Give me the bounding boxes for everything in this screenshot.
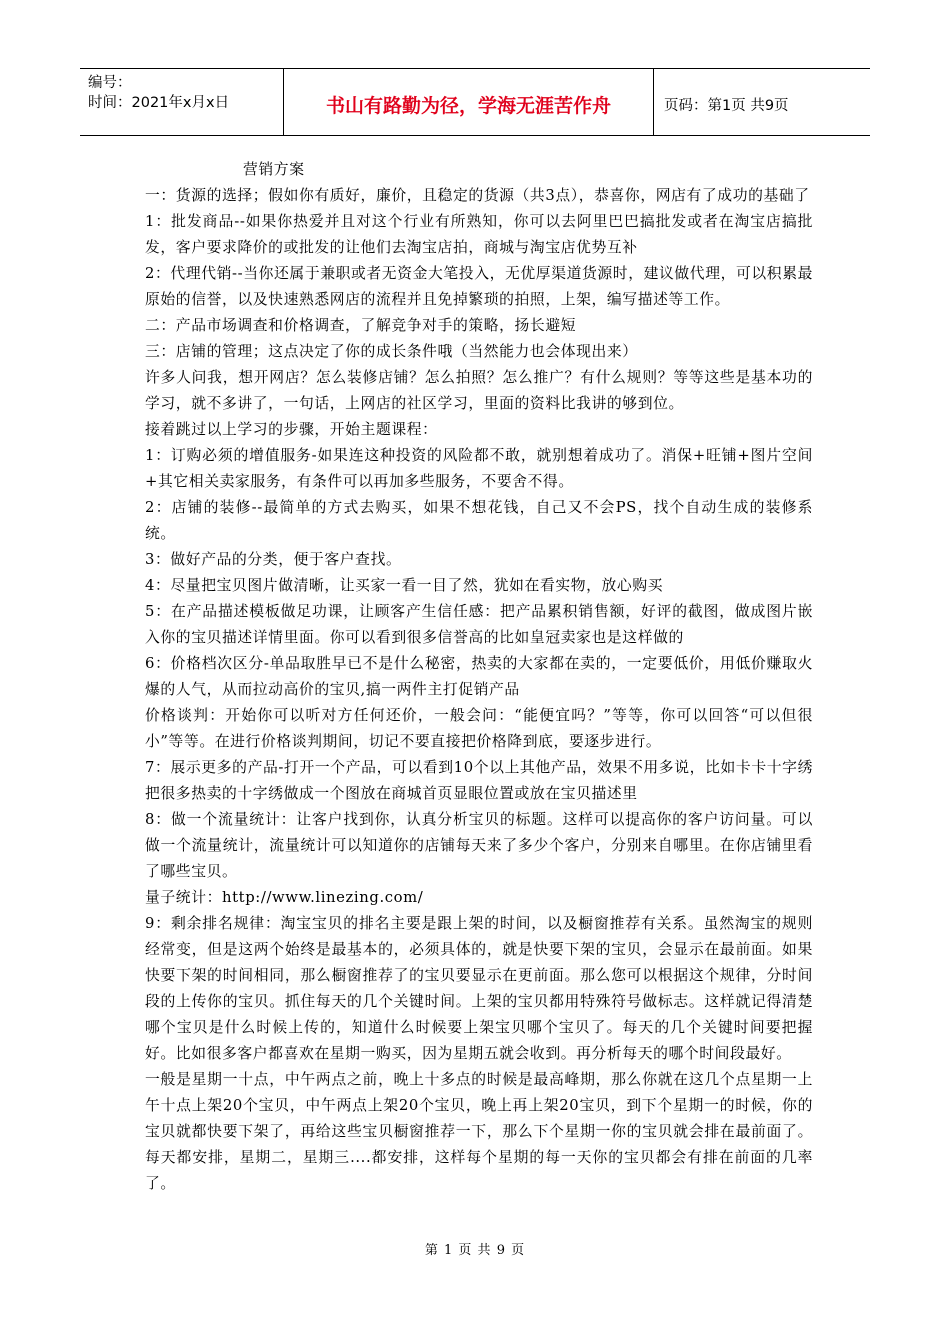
page-footer-indicator: 第 1 页 共 9 页 [424, 1243, 526, 1258]
paragraph: 5：在产品描述模板做足功课，让顾客产生信任感：把产品累积销售额，好评的截图，做成图片嵌入你的宝贝描述详情里面。你可以看到很多信誉高的比如皇冠卖家也是这样做的 [145, 603, 813, 646]
header-page-label: 页码：第1页 共9页 [664, 97, 789, 114]
document-number-label: 编号： [88, 75, 132, 91]
document-body [145, 157, 813, 1197]
paragraph: 1：批发商品--如果你热爱并且对这个行业有所熟知，你可以去阿里巴巴搞批发或者在淘宝店搞批发，客户要求降价的或批发的让他们去淘宝店拍，商城与淘宝店优势互补 [145, 213, 813, 256]
paragraph: 一：货源的选择；假如你有质好，廉价，且稳定的货源（共3点），恭喜你，网店有了成功的基础了 [145, 187, 810, 204]
paragraph: 价格谈判：开始你可以听对方任何还价，一般会问：“能便宜吗？”等等，你可以回答“可以但很小”等等。在进行价格谈判期间，切记不要直接把价格降到底，要逐步进行。 [145, 707, 813, 750]
paragraph: 7：展示更多的产品-打开一个产品，可以看到10个以上其他产品，效果不用多说，比如卡卡十字绣把很多热卖的十字绣做成一个图放在商城首页显眼位置或放在宝贝描述里 [145, 759, 813, 802]
paragraph: 三：店铺的管理；这点决定了你的成长条件哦（当然能力也会体现出来） [145, 343, 638, 360]
paragraph: 4：尽量把宝贝图片做清晰，让买家一看一目了然，犹如在看实物，放心购买 [145, 577, 664, 594]
paragraph: 9：剩余排名规律：淘宝宝贝的排名主要是跟上架的时间，以及橱窗推荐有关系。虽然淘宝的规则经常变，但是这两个始终是最基本的，必须具体的，就是快要下架的宝贝，会显示在最前面。如果快要下架的时间相同，那么橱窗推荐了的宝贝要显示在更前面。那么您可以根据这个规律，分时间段的上传你的宝贝。抓住每天的几个关键时间。上架的宝贝都用特殊符号做标志。这样就记得清楚哪个宝贝是什么时候上传的，知道什么时候要上架宝贝哪个宝贝了。每天的几个关键时间要把握好。比如很多客户都喜欢在星期一购买，因为星期五就会收到。再分析每天的哪个时间段最好。 [145, 915, 813, 1062]
paragraph: 1：订购必须的增值服务-如果连这种投资的风险都不敢，就别想着成功了。消保+旺铺+图片空间+其它相关卖家服务，有条件可以再加多些服务，不要舍不得。 [145, 447, 813, 490]
paragraph: 2：代理代销--当你还属于兼职或者无资金大笔投入，无优厚渠道货源时，建议做代理，可以积累最原始的信誉，以及快速熟悉网店的流程并且免掉繁琐的拍照，上架，编写描述等工作。 [145, 265, 813, 308]
page-header [80, 68, 870, 136]
document-time-label: 时间：2021年x月x日 [88, 95, 230, 111]
paragraph: 许多人问我，想开网店？怎么装修店铺？怎么拍照？怎么推广？有什么规则？等等这些是基本功的学习，就不多讲了，一句话，上网店的社区学习，里面的资料比我讲的够到位。 [145, 369, 813, 412]
paragraph: 2：店铺的装修--最简单的方式去购买，如果不想花钱，自己又不会PS，找个自动生成的装修系统。 [145, 499, 813, 542]
paragraph: 8：做一个流量统计：让客户找到你，认真分析宝贝的标题。这样可以提高你的客户访问量。可以做一个流量统计，流量统计可以知道你的店铺每天来了多少个客户，分别来自哪里。在你店铺里看了哪些宝贝。 [145, 811, 813, 880]
document-title: 营销方案 [243, 161, 305, 178]
header-meta [80, 69, 284, 135]
paragraph: 二：产品市场调查和价格调查，了解竞争对手的策略，扬长避短 [145, 317, 577, 334]
paragraph: 接着跳过以上学习的步骤，开始主题课程： [145, 421, 438, 438]
header-motto: 书山有路勤为径，学海无涯苦作舟 [284, 69, 654, 135]
paragraph: 3：做好产品的分类，便于客户查找。 [145, 551, 402, 568]
paragraph: 6：价格档次区分-单品取胜早已不是什么秘密，热卖的大家都在卖的，一定要低价，用低价赚取火爆的人气，从而拉动高价的宝贝,搞一两件主打促销产品 [145, 655, 813, 698]
paragraph: 量子统计：http://www.linezing.com/ [145, 889, 424, 906]
paragraph: 一般是星期一十点，中午两点之前，晚上十多点的时候是最高峰期，那么你就在这几个点星期一上午十点上架20个宝贝，中午两点上架20个宝贝，晚上再上架20宝贝，到下个星期一的时候，你的宝贝就都快要下架了，再给这些宝贝橱窗推荐一下，那么下个星期一你的宝贝就会排在最前面了。每天都安排，星期二，星期三....都安排，这样每个星期的每一天你的宝贝都会有排在前面的几率了。 [145, 1071, 813, 1192]
